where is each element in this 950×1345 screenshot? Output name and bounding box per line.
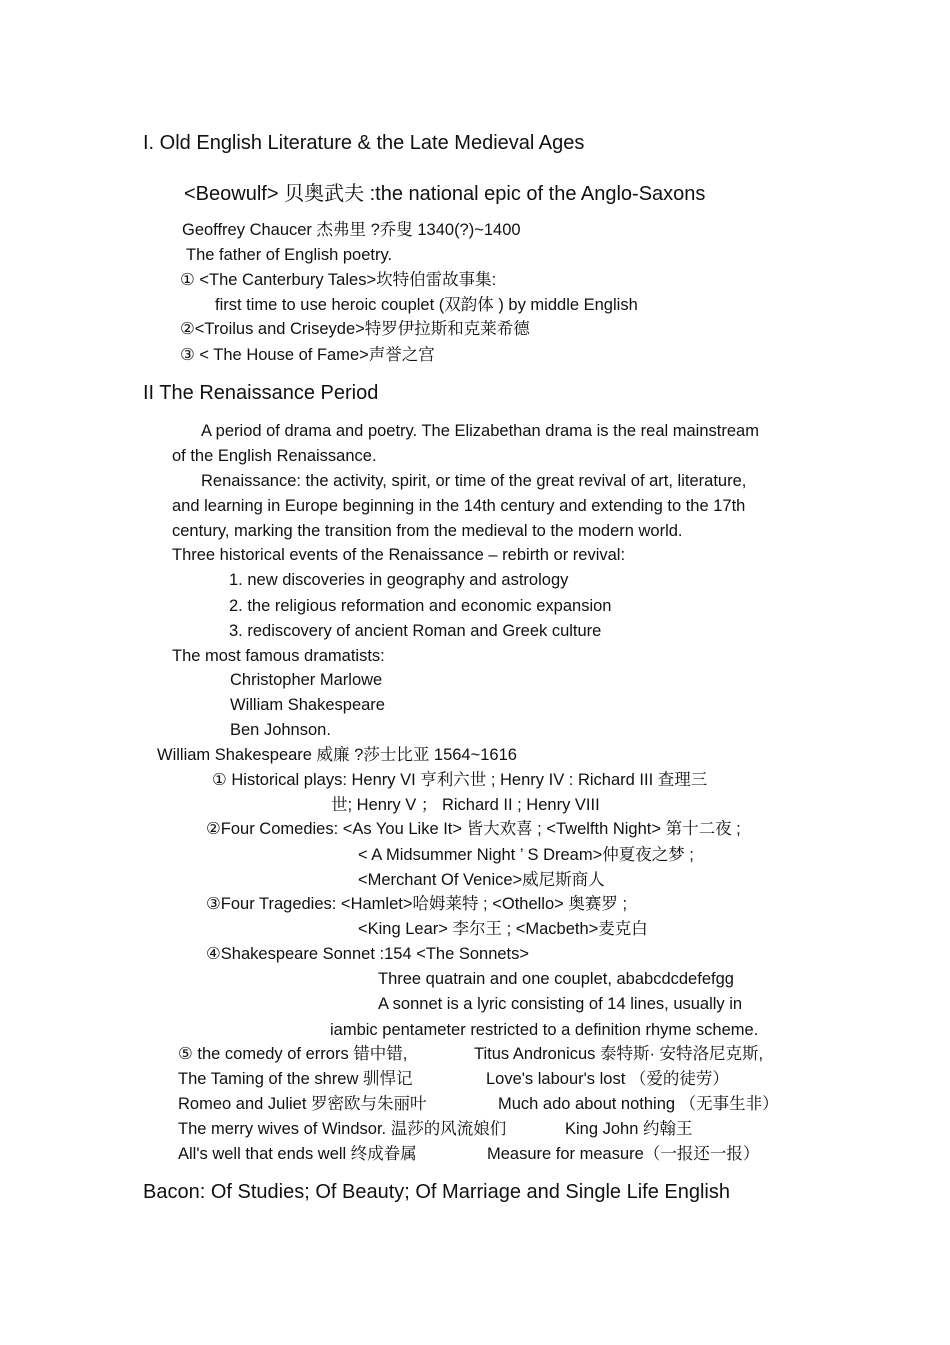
sonnets-heading: ④Shakespeare Sonnet :154 <The Sonnets> xyxy=(206,945,530,963)
comedies-line-1: ②Four Comedies: <As You Like It> 皆大欢喜 ; <Twelfth Night> 第十二夜 ; xyxy=(206,820,741,838)
other-play-2a: The Taming of the shrew 驯悍记 xyxy=(178,1070,413,1088)
comedies-line-2: < A Midsummer Night ’ S Dream>仲夏夜之梦 ; xyxy=(358,846,694,864)
other-play-1a: ⑤ the comedy of errors 错中错, xyxy=(178,1045,408,1063)
dramatist-1: Christopher Marlowe xyxy=(230,671,383,689)
events-heading: Three historical events of the Renaissance – rebirth or revival: xyxy=(172,546,626,564)
event-item-2: 2. the religious reformation and economic expansion xyxy=(229,597,612,615)
other-play-5a: All's well that ends well 终成眷属 xyxy=(178,1145,417,1163)
other-play-2b: Love's labour's lost （爱的徒劳） xyxy=(486,1070,729,1088)
chaucer-work-3: ③ < The House of Fame>声誉之宫 xyxy=(180,346,435,364)
intro-line-1: A period of drama and poetry. The Elizabethan drama is the real mainstream xyxy=(201,422,759,440)
other-play-3b: Much ado about nothing （无事生非） xyxy=(498,1095,779,1113)
dramatist-3: Ben Johnson. xyxy=(230,721,331,739)
beowulf-line: <Beowulf> 贝奥武夫 :the national epic of the Anglo-Saxons xyxy=(184,183,706,205)
intro-line-3: Renaissance: the activity, spirit, or time of the great revival of art, literature, xyxy=(201,472,747,490)
chaucer-work-1-note: first time to use heroic couplet (双韵体 ) by middle English xyxy=(215,296,638,314)
sonnets-form: Three quatrain and one couplet, ababcdcdefefgg xyxy=(378,970,734,988)
other-play-3a: Romeo and Juliet 罗密欧与朱丽叶 xyxy=(178,1095,427,1113)
bacon-line: Bacon: Of Studies; Of Beauty; Of Marriage and Single Life English xyxy=(143,1181,730,1203)
intro-line-4: and learning in Europe beginning in the 14th century and extending to the 17th xyxy=(172,497,746,515)
chaucer-work-1: ① <The Canterbury Tales>坎特伯雷故事集: xyxy=(180,271,497,289)
chaucer-title: The father of English poetry. xyxy=(186,246,393,264)
other-play-4a: The merry wives of Windsor. 温莎的风流娘们 xyxy=(178,1120,507,1138)
other-play-4b: King John 约翰王 xyxy=(565,1120,693,1138)
intro-line-2: of the English Renaissance. xyxy=(172,447,377,465)
tragedies-line-2: <King Lear> 李尔王 ; <Macbeth>麦克白 xyxy=(358,920,648,938)
chaucer-name: Geoffrey Chaucer 杰弗里 ?乔叟 1340(?)~1400 xyxy=(182,221,521,239)
dramatist-2: William Shakespeare xyxy=(230,696,385,714)
sonnets-definition-2: iambic pentameter restricted to a definition rhyme scheme. xyxy=(330,1021,759,1039)
shakespeare-name: William Shakespeare 威廉 ?莎士比亚 1564~1616 xyxy=(157,746,517,764)
chaucer-work-2: ②<Troilus and Criseyde>特罗伊拉斯和克莱希德 xyxy=(180,320,530,338)
tragedies-line-1: ③Four Tragedies: <Hamlet>哈姆莱特 ; <Othello> 奥赛罗 ; xyxy=(206,895,628,913)
other-play-5b: Measure for measure（一报还一报） xyxy=(487,1145,760,1163)
intro-line-5: century, marking the transition from the medieval to the modern world. xyxy=(172,522,683,540)
section-1-heading: I. Old English Literature & the Late Medieval Ages xyxy=(143,132,585,154)
section-2-heading: II The Renaissance Period xyxy=(143,382,379,404)
event-item-1: 1. new discoveries in geography and astrology xyxy=(229,571,569,589)
other-play-1b: Titus Andronicus 泰特斯· 安特洛尼克斯, xyxy=(474,1045,764,1063)
dramatists-heading: The most famous dramatists: xyxy=(172,647,385,665)
historical-plays-line-2: 世; Henry V ； Richard II ; Henry VIII xyxy=(331,796,600,814)
historical-plays-line-1: ① Historical plays: Henry VI 亨利六世 ; Henry IV : Richard III 查理三 xyxy=(212,771,708,789)
event-item-3: 3. rediscovery of ancient Roman and Greek culture xyxy=(229,622,602,640)
sonnets-definition-1: A sonnet is a lyric consisting of 14 lines, usually in xyxy=(378,995,743,1013)
comedies-line-3: <Merchant Of Venice>威尼斯商人 xyxy=(358,871,605,889)
